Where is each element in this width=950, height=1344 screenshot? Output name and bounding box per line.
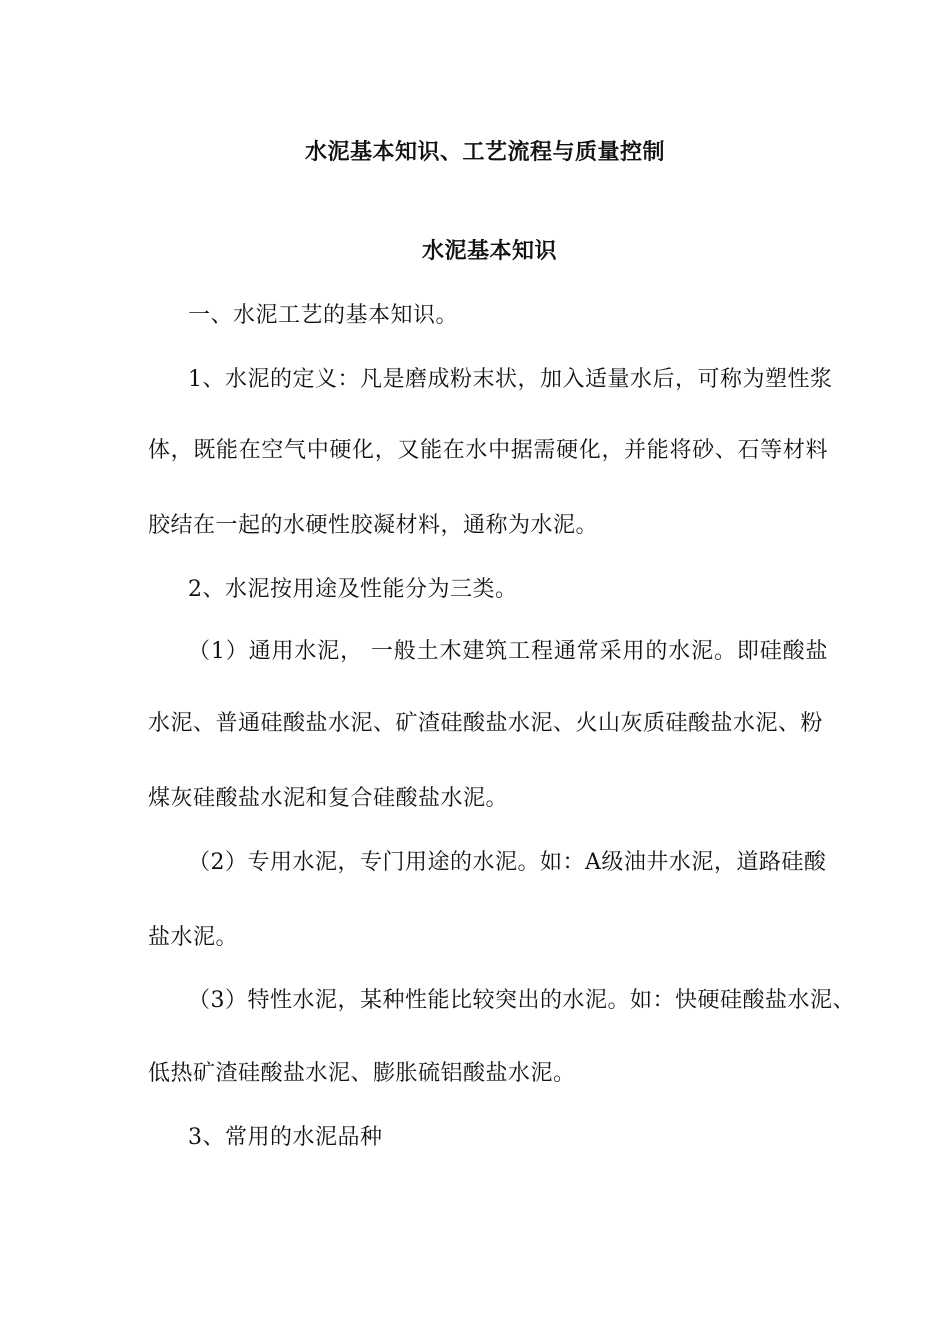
document-title: 水泥基本知识、工艺流程与质量控制 [305,139,666,165]
paragraph-line: 1、水泥的定义：凡是磨成粉末状，加入适量水后，可称为塑性浆 [188,367,833,392]
paragraph-line: （1）通用水泥， 一般土木建筑工程通常采用的水泥。即硅酸盐 [188,639,828,664]
paragraph-line: 盐水泥。 [148,925,239,950]
paragraph-line: 3、常用的水泥品种 [188,1125,383,1150]
paragraph-line: 胶结在一起的水硬性胶凝材料，通称为水泥。 [148,513,599,538]
paragraph-line: 煤灰硅酸盐水泥和复合硅酸盐水泥。 [148,786,509,811]
paragraph-line: （3）特性水泥，某种性能比较突出的水泥。如：快硬硅酸盐水泥、 [188,988,855,1013]
paragraph-line: 水泥、普通硅酸盐水泥、矿渣硅酸盐水泥、火山灰质硅酸盐水泥、粉 [148,711,824,736]
paragraph-line: （2）专用水泥，专门用途的水泥。如：A级油井水泥，道路硅酸 [188,850,827,875]
paragraph-line: 2、水泥按用途及性能分为三类。 [188,577,518,602]
paragraph-line: 低热矿渣硅酸盐水泥、膨胀硫铝酸盐水泥。 [148,1061,576,1086]
paragraph-line: 一、水泥工艺的基本知识。 [188,303,459,328]
section-heading: 水泥基本知识 [422,238,558,264]
paragraph-line: 体，既能在空气中硬化，又能在水中据需硬化，并能将砂、石等材料 [148,438,828,463]
